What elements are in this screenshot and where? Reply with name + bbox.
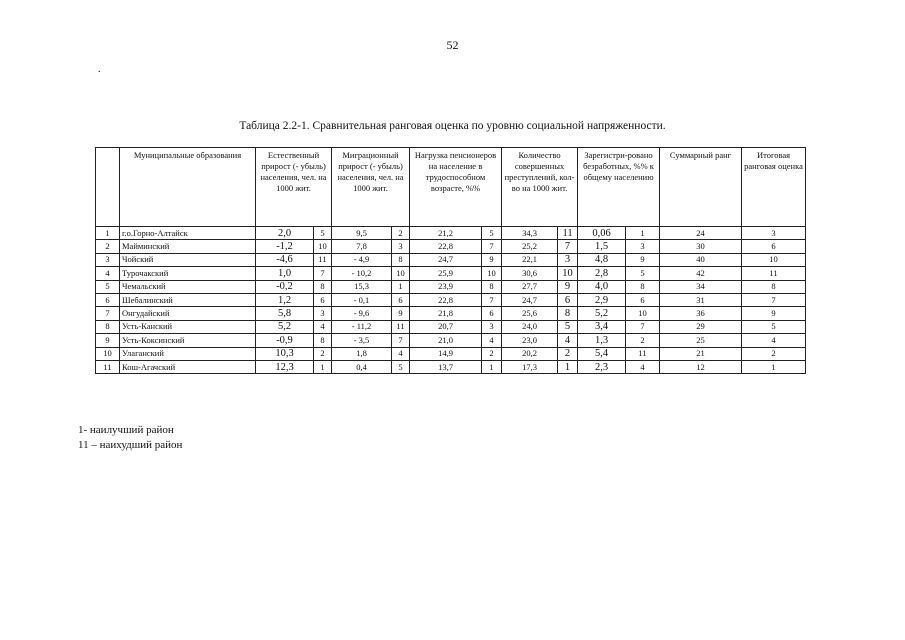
- unemployed-rank: 9: [626, 253, 660, 266]
- pension-load-value: 21,0: [410, 334, 482, 347]
- migration-rank: 8: [392, 253, 410, 266]
- pension-load-value: 14,9: [410, 347, 482, 360]
- final-rank-value: 5: [742, 320, 806, 333]
- pension-load-rank: 1: [482, 360, 502, 373]
- migration-value: 7,8: [332, 240, 392, 253]
- natural-growth-value: -0,2: [256, 280, 314, 293]
- migration-rank: 11: [392, 320, 410, 333]
- final-rank-value: 1: [742, 360, 806, 373]
- table-row: [96, 227, 806, 240]
- row-number: 4: [96, 267, 120, 280]
- unemployed-rank: 8: [626, 280, 660, 293]
- unemployed-rank: 6: [626, 293, 660, 306]
- unemployed-rank: 2: [626, 334, 660, 347]
- unemployed-value: 2,9: [578, 293, 626, 306]
- migration-value: - 9,6: [332, 307, 392, 320]
- sum-rank-value: 31: [660, 293, 742, 306]
- row-number: 3: [96, 253, 120, 266]
- sum-rank-value: 24: [660, 227, 742, 240]
- migration-value: 15,3: [332, 280, 392, 293]
- row-number: 5: [96, 280, 120, 293]
- crimes-value: 27,7: [502, 280, 558, 293]
- crimes-value: 34,3: [502, 227, 558, 240]
- unemployed-value: 2,8: [578, 267, 626, 280]
- crimes-rank: 11: [558, 227, 578, 240]
- pension-load-rank: 6: [482, 307, 502, 320]
- unemployed-rank: 5: [626, 267, 660, 280]
- header-migration-growth: Миграционный прирост (- убыль) населения, чел. на 1000 жит.: [332, 148, 410, 227]
- unemployed-value: 4,8: [578, 253, 626, 266]
- header-unemployed: Зарегистри-ровано безработных, %% к общему населению: [578, 148, 660, 227]
- migration-value: 9,5: [332, 227, 392, 240]
- pension-load-rank: 3: [482, 320, 502, 333]
- migration-rank: 3: [392, 240, 410, 253]
- crimes-rank: 5: [558, 320, 578, 333]
- unemployed-value: 0,06: [578, 227, 626, 240]
- crimes-value: 20,2: [502, 347, 558, 360]
- unemployed-value: 4,0: [578, 280, 626, 293]
- natural-growth-rank: 1: [314, 360, 332, 373]
- crimes-rank: 3: [558, 253, 578, 266]
- crimes-value: 22,1: [502, 253, 558, 266]
- crimes-rank: 1: [558, 360, 578, 373]
- sum-rank-value: 25: [660, 334, 742, 347]
- sum-rank-value: 34: [660, 280, 742, 293]
- final-rank-value: 11: [742, 267, 806, 280]
- natural-growth-rank: 11: [314, 253, 332, 266]
- pension-load-rank: 7: [482, 293, 502, 306]
- sum-rank-value: 40: [660, 253, 742, 266]
- header-pension-load: Нагрузка пенсионеров на население в трудоспособном возрасте, %%: [410, 148, 502, 227]
- pension-load-value: 21,8: [410, 307, 482, 320]
- final-rank-value: 7: [742, 293, 806, 306]
- natural-growth-value: 5,2: [256, 320, 314, 333]
- natural-growth-value: -0,9: [256, 334, 314, 347]
- migration-rank: 10: [392, 267, 410, 280]
- pension-load-value: 21,2: [410, 227, 482, 240]
- row-number: 1: [96, 227, 120, 240]
- crimes-value: 24,7: [502, 293, 558, 306]
- table-row: [96, 267, 806, 280]
- table-row: [96, 320, 806, 333]
- pension-load-value: 23,9: [410, 280, 482, 293]
- row-number: 8: [96, 320, 120, 333]
- migration-value: - 0,1: [332, 293, 392, 306]
- natural-growth-rank: 4: [314, 320, 332, 333]
- unemployed-value: 5,2: [578, 307, 626, 320]
- natural-growth-rank: 10: [314, 240, 332, 253]
- table-row: [96, 253, 806, 266]
- header-natural-growth: Естественный прирост (- убыль) населения, чел. на 1000 жит.: [256, 148, 332, 227]
- row-number: 10: [96, 347, 120, 360]
- natural-growth-rank: 2: [314, 347, 332, 360]
- migration-rank: 2: [392, 227, 410, 240]
- crimes-rank: 8: [558, 307, 578, 320]
- header-index: [96, 148, 120, 227]
- pension-load-rank: 10: [482, 267, 502, 280]
- unemployed-rank: 4: [626, 360, 660, 373]
- municipality-name: Майминский: [120, 240, 256, 253]
- header-sum-rank: Суммарный ранг: [660, 148, 742, 227]
- unemployed-rank: 11: [626, 347, 660, 360]
- sum-rank-value: 42: [660, 267, 742, 280]
- legend-worst: 11 – наихудший район: [78, 439, 183, 451]
- crimes-rank: 6: [558, 293, 578, 306]
- pension-load-value: 22,8: [410, 293, 482, 306]
- pension-load-rank: 8: [482, 280, 502, 293]
- final-rank-value: 6: [742, 240, 806, 253]
- natural-growth-rank: 6: [314, 293, 332, 306]
- migration-rank: 7: [392, 334, 410, 347]
- row-number: 9: [96, 334, 120, 347]
- pension-load-value: 22,8: [410, 240, 482, 253]
- row-number: 6: [96, 293, 120, 306]
- municipality-name: Усть-Коксинский: [120, 334, 256, 347]
- unemployed-value: 1,5: [578, 240, 626, 253]
- pension-load-rank: 2: [482, 347, 502, 360]
- pension-load-rank: 5: [482, 227, 502, 240]
- migration-rank: 6: [392, 293, 410, 306]
- stray-mark: .: [98, 64, 101, 75]
- unemployed-rank: 7: [626, 320, 660, 333]
- legend-best: 1- наилучший район: [78, 424, 174, 436]
- pension-load-value: 13,7: [410, 360, 482, 373]
- sum-rank-value: 36: [660, 307, 742, 320]
- unemployed-rank: 1: [626, 227, 660, 240]
- crimes-rank: 4: [558, 334, 578, 347]
- pension-load-value: 20,7: [410, 320, 482, 333]
- municipality-name: Чойский: [120, 253, 256, 266]
- natural-growth-value: 10,3: [256, 347, 314, 360]
- municipality-name: г.о.Горно-Алтайск: [120, 227, 256, 240]
- natural-growth-rank: 8: [314, 334, 332, 347]
- unemployed-value: 5,4: [578, 347, 626, 360]
- pension-load-rank: 4: [482, 334, 502, 347]
- natural-growth-value: 1,2: [256, 293, 314, 306]
- crimes-value: 17,3: [502, 360, 558, 373]
- unemployed-value: 2,3: [578, 360, 626, 373]
- header-final-rank: Итоговая ранговая оценка: [742, 148, 806, 227]
- final-rank-value: 3: [742, 227, 806, 240]
- sum-rank-value: 30: [660, 240, 742, 253]
- table-row: [96, 293, 806, 306]
- migration-value: - 4,9: [332, 253, 392, 266]
- final-rank-value: 9: [742, 307, 806, 320]
- migration-value: - 3,5: [332, 334, 392, 347]
- unemployed-value: 3,4: [578, 320, 626, 333]
- final-rank-value: 10: [742, 253, 806, 266]
- natural-growth-value: -4,6: [256, 253, 314, 266]
- sum-rank-value: 29: [660, 320, 742, 333]
- crimes-value: 25,2: [502, 240, 558, 253]
- natural-growth-rank: 8: [314, 280, 332, 293]
- header-municipality: Муниципальные образования: [120, 148, 256, 227]
- natural-growth-rank: 3: [314, 307, 332, 320]
- table-body: [96, 227, 806, 374]
- page-number: 52: [446, 38, 459, 52]
- crimes-rank: 9: [558, 280, 578, 293]
- table-row: [96, 280, 806, 293]
- migration-rank: 5: [392, 360, 410, 373]
- pension-load-rank: 7: [482, 240, 502, 253]
- crimes-value: 30,6: [502, 267, 558, 280]
- municipality-name: Шебалинский: [120, 293, 256, 306]
- final-rank-value: 2: [742, 347, 806, 360]
- crimes-rank: 2: [558, 347, 578, 360]
- table-header-row: [96, 148, 806, 227]
- natural-growth-value: -1,2: [256, 240, 314, 253]
- migration-rank: 1: [392, 280, 410, 293]
- pension-load-value: 24,7: [410, 253, 482, 266]
- header-crimes: Количество совершенных преступлений, кол-во на 1000 жит.: [502, 148, 578, 227]
- migration-rank: 4: [392, 347, 410, 360]
- natural-growth-value: 12,3: [256, 360, 314, 373]
- migration-value: 0,4: [332, 360, 392, 373]
- crimes-value: 25,6: [502, 307, 558, 320]
- crimes-rank: 10: [558, 267, 578, 280]
- migration-rank: 9: [392, 307, 410, 320]
- municipality-name: Онгудайский: [120, 307, 256, 320]
- natural-growth-rank: 7: [314, 267, 332, 280]
- row-number: 11: [96, 360, 120, 373]
- unemployed-rank: 3: [626, 240, 660, 253]
- natural-growth-value: 2,0: [256, 227, 314, 240]
- municipality-name: Чемальский: [120, 280, 256, 293]
- ranking-table: [95, 147, 806, 374]
- table-row: [96, 360, 806, 373]
- municipality-name: Кош-Агачский: [120, 360, 256, 373]
- table-row: [96, 347, 806, 360]
- migration-value: 1,8: [332, 347, 392, 360]
- crimes-value: 23,0: [502, 334, 558, 347]
- crimes-rank: 7: [558, 240, 578, 253]
- table-caption: Таблица 2.2-1. Сравнительная ранговая оценка по уровню социальной напряженности.: [239, 120, 666, 132]
- table-row: [96, 240, 806, 253]
- municipality-name: Усть-Канский: [120, 320, 256, 333]
- pension-load-rank: 9: [482, 253, 502, 266]
- unemployed-value: 1,3: [578, 334, 626, 347]
- crimes-value: 24,0: [502, 320, 558, 333]
- final-rank-value: 4: [742, 334, 806, 347]
- natural-growth-value: 1,0: [256, 267, 314, 280]
- row-number: 7: [96, 307, 120, 320]
- municipality-name: Турочакский: [120, 267, 256, 280]
- sum-rank-value: 21: [660, 347, 742, 360]
- final-rank-value: 8: [742, 280, 806, 293]
- natural-growth-value: 5,8: [256, 307, 314, 320]
- table-row: [96, 334, 806, 347]
- pension-load-value: 25,9: [410, 267, 482, 280]
- row-number: 2: [96, 240, 120, 253]
- unemployed-rank: 10: [626, 307, 660, 320]
- municipality-name: Улаганский: [120, 347, 256, 360]
- migration-value: - 11,2: [332, 320, 392, 333]
- natural-growth-rank: 5: [314, 227, 332, 240]
- sum-rank-value: 12: [660, 360, 742, 373]
- migration-value: - 10,2: [332, 267, 392, 280]
- table-row: [96, 307, 806, 320]
